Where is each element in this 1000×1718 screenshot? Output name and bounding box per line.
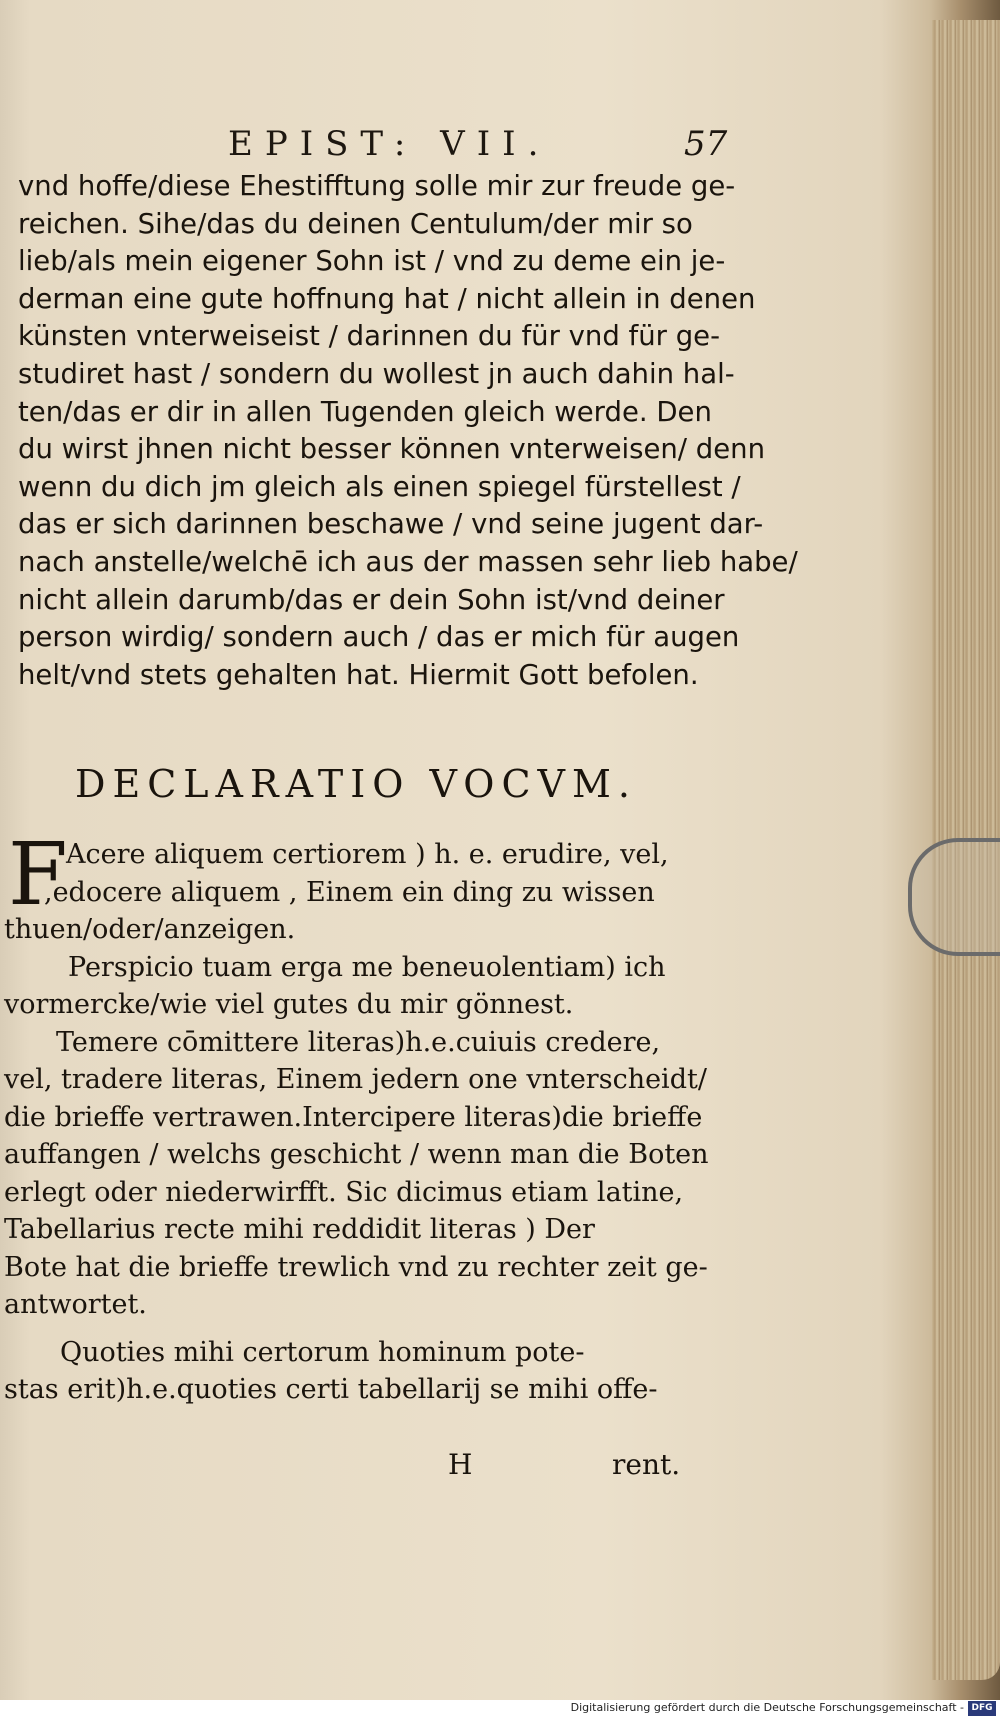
dfg-logo: DFG: [968, 1701, 996, 1716]
letter-body: [18, 168, 798, 694]
signature-mark: H: [448, 1448, 473, 1481]
text-line: nach anstelle/welchē ich aus der massen sehr lieb habe/: [18, 545, 798, 578]
text-line: künsten vnterweiseist / darinnen du für vnd für ge-: [18, 320, 720, 353]
footer-text: Digitalisierung gefördert durch die Deutsche Forschungsgemeinschaft -: [570, 1701, 964, 1714]
notes-line: vormercke/wie viel gutes du mir gönnest.: [4, 989, 574, 1020]
page-number: 57: [684, 124, 728, 164]
notes-line: thuen/oder/anzeigen.: [4, 914, 296, 945]
vocabulary-notes: [4, 836, 724, 1409]
notes-line: vel, tradere literas, Einem jedern one vnterscheidt/: [4, 1064, 707, 1095]
catchword: rent.: [612, 1448, 681, 1481]
notes-line: Perspicio tuam erga me beneuolentiam) ich: [68, 951, 666, 983]
digitization-footer: [0, 1700, 1000, 1718]
text-line: vnd hoffe/diese Ehestifftung solle mir zur freude ge-: [18, 170, 736, 202]
text-line: wenn du dich jm gleich als einen spiegel fürstellest /: [18, 470, 741, 503]
text-line: derman eine gute hoffnung hat / nicht allein in denen: [18, 282, 756, 315]
notes-line: Bote hat die brieffe trewlich vnd zu rechter zeit ge-: [4, 1251, 708, 1283]
drop-cap: F: [8, 825, 68, 925]
text-line: person wirdig/ sondern auch / das er mich für augen: [18, 621, 740, 654]
notes-line: Acere aliquem certiorem ) h. e. erudire, vel,: [66, 839, 669, 870]
notes-line: Quoties mihi certorum hominum pote-: [60, 1336, 585, 1368]
running-head: EPIST: VII.: [228, 124, 551, 164]
notes-line: antwortet.: [4, 1289, 147, 1320]
notes-line: stas erit)h.e.quoties certi tabellarij se mihi offe-: [4, 1374, 658, 1405]
notes-line: Tabellarius recte mihi reddidit literas ) Der: [4, 1214, 595, 1245]
notes-line: auffangen / welchs geschicht / wenn man die Boten: [4, 1139, 709, 1170]
text-line: helt/vnd stets gehalten hat. Hiermit Gott befolen.: [18, 658, 699, 691]
text-line: nicht allein darumb/das er dein Sohn ist/vnd deiner: [18, 583, 725, 616]
text-line: ten/das er dir in allen Tugenden gleich werde. Den: [18, 395, 712, 428]
text-line: reichen. Sihe/das du deinen Centulum/der mir so: [18, 207, 693, 240]
signature-line: [0, 1448, 720, 1488]
notes-line: erlegt oder niederwirfft. Sic dicimus etiam latine,: [4, 1176, 684, 1208]
notes-line: Temere cōmittere literas)h.e.cuiuis credere,: [56, 1026, 661, 1058]
text-line: du wirst jhnen nicht besser können vnterweisen/ denn: [18, 433, 766, 466]
text-line: lieb/als mein eigener Sohn ist / vnd zu deme ein je-: [18, 245, 726, 278]
notes-line: ,edocere aliquem , Einem ein ding zu wissen: [44, 876, 655, 908]
section-heading: DECLARATIO VOCVM.: [75, 762, 637, 806]
notes-line: die brieffe vertrawen.Intercipere literas)die brieffe: [4, 1101, 703, 1133]
text-line: das er sich darinnen beschawe / vnd seine jugent dar-: [18, 508, 764, 541]
page-header: [0, 118, 950, 168]
text-line: studiret hast / sondern du wollest jn auch dahin hal-: [18, 357, 735, 390]
